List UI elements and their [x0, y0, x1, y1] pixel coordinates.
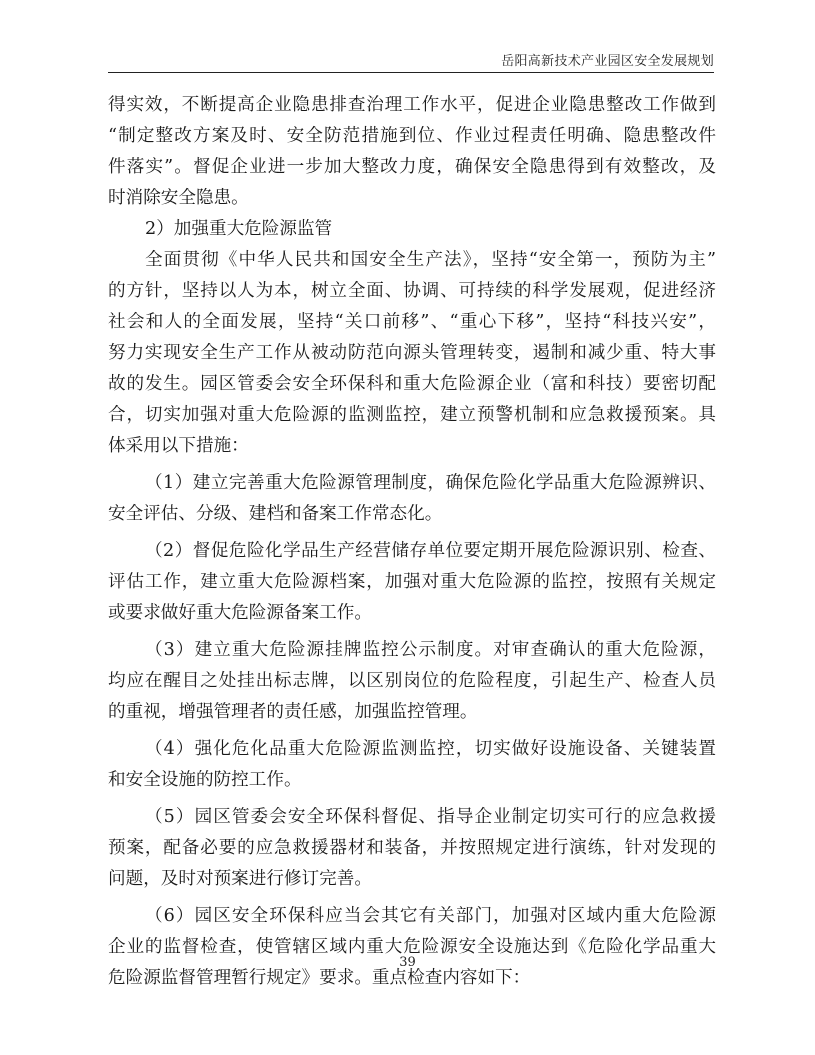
- body-text: [108, 90, 716, 994]
- list-item-line: 安全评估、分级、建档和备案工作常态化。: [108, 504, 443, 524]
- list-item-line: 问题，及时对预案进行修订完善。: [108, 869, 372, 889]
- list-item-line: 或要求做好重大危险源备案工作。: [108, 603, 372, 623]
- list-item-line: 预案，配备必要的应急救援器材和装备，并按照规定进行演练，针对发现的: [108, 838, 716, 858]
- page-number: 39: [399, 955, 416, 970]
- text-line: 社会和人的全面发展，坚持“关口前移”、“重心下移”，坚持“科技兴安”，: [108, 312, 716, 332]
- list-item-line: 企业的监督检查，使管辖区域内重大危险源安全设施达到《危险化学品重大: [108, 937, 716, 957]
- list-item-line: 评估工作，建立重大危险源档案，加强对重大危险源的监控，按照有关规定: [108, 572, 716, 592]
- list-item-line: 危险源监督管理暂行规定》要求。重点检查内容如下：: [108, 968, 531, 988]
- list-item-line: （1）建立完善重大危险源管理制度，确保危险化学品重大危险源辨识、: [145, 473, 716, 493]
- text-line: 故的发生。园区管委会安全环保科和重大危险源企业（富和科技）要密切配: [108, 374, 716, 394]
- list-item-line: （5）园区管委会安全环保科督促、指导企业制定切实可行的应急救援: [145, 807, 716, 827]
- list-item-line: （3）建立重大危险源挂牌监控公示制度。对审查确认的重大危险源，: [145, 640, 716, 660]
- text-line: 全面贯彻《中华人民共和国安全生产法》，坚持“安全第一，预防为主”: [145, 250, 716, 270]
- text-line: 得实效，不断提高企业隐患排查治理工作水平，促进企业隐患整改工作做到: [108, 95, 716, 115]
- text-line: 的方针，坚持以人为本，树立全面、协调、可持续的科学发展观，促进经济: [108, 281, 716, 301]
- text-line: “制定整改方案及时、安全防范措施到位、作业过程责任明确、隐患整改件: [108, 126, 716, 146]
- text-line: 时消除安全隐患。: [108, 188, 249, 208]
- list-item-line: （4）强化危化品重大危险源监测监控，切实做好设施设备、关键装置: [145, 739, 716, 759]
- list-item-line: （2）督促危险化学品生产经营储存单位要定期开展危险源识别、检查、: [145, 541, 716, 561]
- list-item-line: 和安全设施的防控工作。: [108, 770, 302, 790]
- text-line: 体采用以下措施：: [108, 436, 249, 456]
- section-heading: 2）加强重大危险源监管: [145, 219, 333, 239]
- list-item-line: （6）园区安全环保科应当会其它有关部门，加强对区域内重大危险源: [145, 906, 716, 926]
- list-item-line: 的重视，增强管理者的责任感，加强监控管理。: [108, 702, 478, 722]
- text-line: 件落实”。督促企业进一步加大整改力度，确保安全隐患得到有效整改，及: [108, 157, 716, 177]
- text-line: 合，切实加强对重大危险源的监测监控，建立预警机制和应急救援预案。具: [108, 405, 716, 425]
- page-header: [108, 46, 714, 73]
- text-line: 努力实现安全生产工作从被动防范向源头管理转变，遏制和减少重、特大事: [108, 343, 716, 363]
- header-title: 岳阳高新技术产业园区安全发展规划: [501, 54, 714, 69]
- list-item-line: 均应在醒目之处挂出标志牌，以区别岗位的危险程度，引起生产、检查人员: [108, 671, 716, 691]
